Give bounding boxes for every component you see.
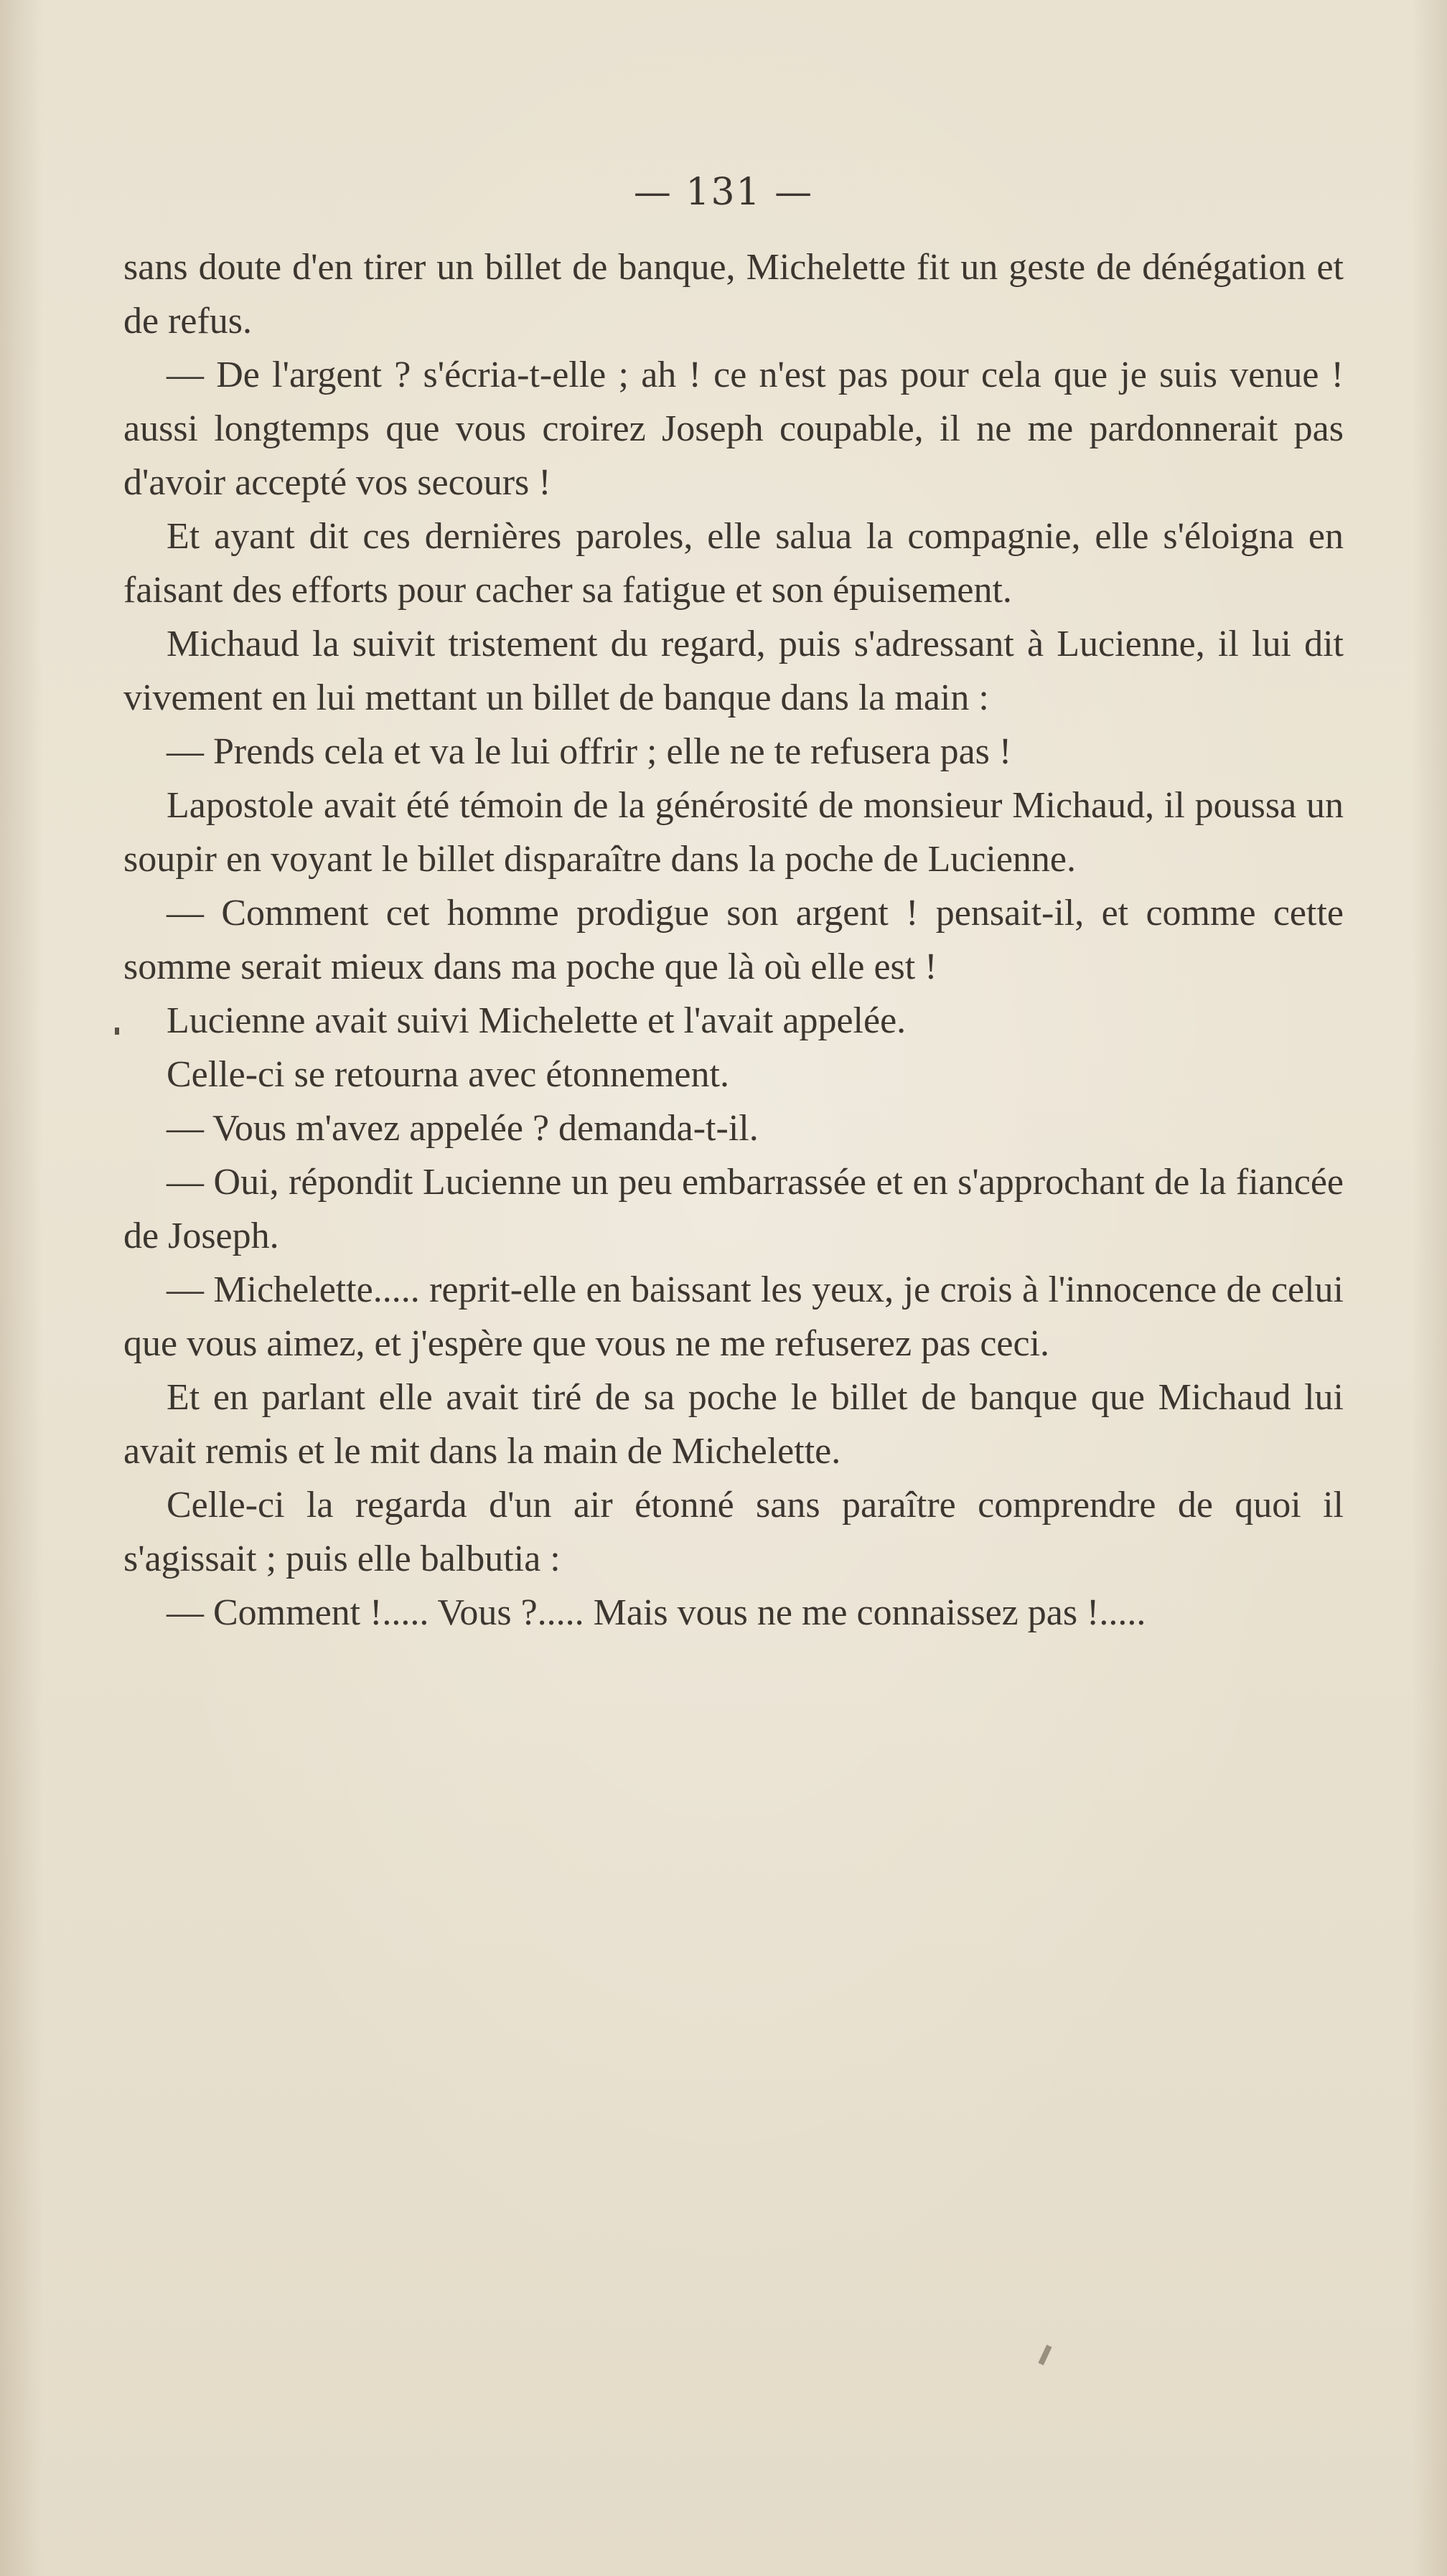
page-number: — 131 —	[633, 171, 814, 214]
paragraph: Celle-ci se retourna avec étonnement.	[167, 1054, 729, 1095]
paragraph: sans doute d'en tirer un billet de banque, Michelette fit un geste de dénégation et de refus.	[123, 247, 1344, 342]
paragraph: — Michelette..... reprit-elle en baissant les yeux, je crois à l'innocence de celui que vous aimez, et j'espère que vous ne me refuserez pas ceci.	[123, 1269, 1344, 1364]
paragraph: Michaud la suivit tristement du regard, puis s'adressant à Lucienne, il lui dit vivement en lui mettant un billet de banque dans la main :	[123, 624, 1344, 718]
paragraph: — Prends cela et va le lui offrir ; elle ne te refusera pas !	[167, 731, 1012, 772]
paragraph: Et en parlant elle avait tiré de sa poche le billet de banque que Michaud lui avait remis et le mit dans la main de Michelette.	[123, 1377, 1344, 1472]
paragraph: — Comment !..... Vous ?..... Mais vous ne me connaissez pas !.....	[167, 1592, 1146, 1633]
paragraph: — De l'argent ? s'écria-t-elle ; ah ! ce n'est pas pour cela que je suis venue ! aussi longtemps que vous croirez Joseph coupable, il ne me pardonnerait pas d'avoir accepté vos secours !	[123, 354, 1344, 503]
paragraph: — Oui, répondit Lucienne un peu embarrassée et en s'approchant de la fiancée de Joseph.	[123, 1162, 1344, 1256]
paragraph: Et ayant dit ces dernières paroles, elle salua la compagnie, elle s'éloigna en faisant des efforts pour cacher sa fatigue et son épuisement.	[123, 516, 1344, 611]
page-body	[123, 240, 1344, 1640]
paragraph: — Vous m'avez appelée ? demanda-t-il.	[167, 1108, 759, 1149]
paragraph: Lapostole avait été témoin de la générosité de monsieur Michaud, il poussa un soupir en voyant le billet disparaître dans la poche de Lucienne.	[123, 785, 1344, 880]
margin-mark	[115, 1028, 119, 1035]
paragraph: Celle-ci la regarda d'un air étonné sans paraître comprendre de quoi il s'agissait ; puis elle balbutia :	[123, 1485, 1344, 1579]
paragraph: Lucienne avait suivi Michelette et l'avait appelée.	[167, 1000, 907, 1041]
paragraph: — Comment cet homme prodigue son argent ! pensait-il, et comme cette somme serait mieux dans ma poche que là où elle est !	[123, 893, 1344, 987]
ink-mark	[1038, 2345, 1052, 2366]
